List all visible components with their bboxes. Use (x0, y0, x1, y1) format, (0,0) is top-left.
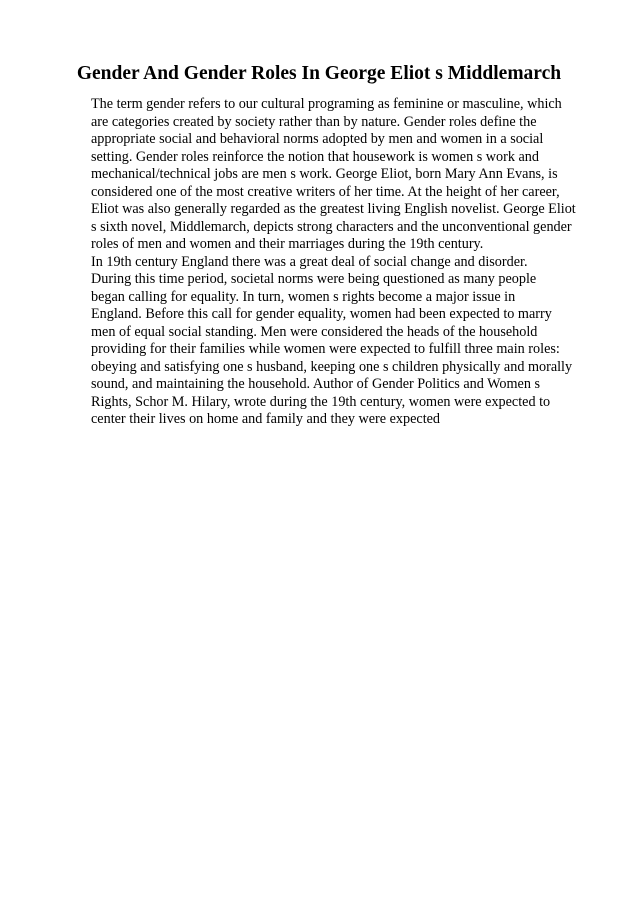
body-line: considered one of the most creative writers of her time. At the height of her career, (91, 183, 560, 200)
body-line: During this time period, societal norms were being questioned as many people (91, 271, 537, 287)
body-line: Rights, Schor M. Hilary, wrote during the 19th century, women were expected to (91, 393, 551, 410)
document-title: Gender And Gender Roles In George Eliot s Middlemarch (76, 63, 562, 84)
body-line: setting. Gender roles reinforce the notion that housework is women s work and (91, 148, 539, 165)
body-line: center their lives on home and family and they were expected (91, 411, 441, 427)
body-line: appropriate social and behavioral norms adopted by men and women in a social (91, 131, 544, 147)
body-line: In 19th century England there was a great deal of social change and disorder. (91, 253, 528, 270)
body-line: obeying and satisfying one s husband, keeping one s children physically and morally (91, 358, 573, 375)
body-line: England. Before this call for gender equality, women had been expected to marry (91, 306, 552, 322)
body-line: providing for their families while women were expected to fulfill three main roles: (91, 341, 560, 357)
body-line: s sixth novel, Middlemarch, depicts strong characters and the unconventional gender (91, 218, 572, 235)
body-line: The term gender refers to our cultural programing as feminine or masculine, which (91, 96, 562, 112)
body-line: men of equal social standing. Men were considered the heads of the household (91, 323, 538, 340)
body-line: mechanical/technical jobs are men s work. George Eliot, born Mary Ann Evans, is (91, 166, 558, 182)
document-body (91, 96, 601, 429)
body-line: Eliot was also generally regarded as the greatest living English novelist. George Eliot (91, 201, 576, 217)
body-line: roles of men and women and their marriages during the 19th century. (91, 236, 484, 252)
body-line: are categories created by society rather than by nature. Gender roles define the (91, 113, 537, 130)
body-line: began calling for equality. In turn, women s rights become a major issue in (91, 288, 516, 305)
body-line: sound, and maintaining the household. Author of Gender Politics and Women s (91, 376, 540, 392)
